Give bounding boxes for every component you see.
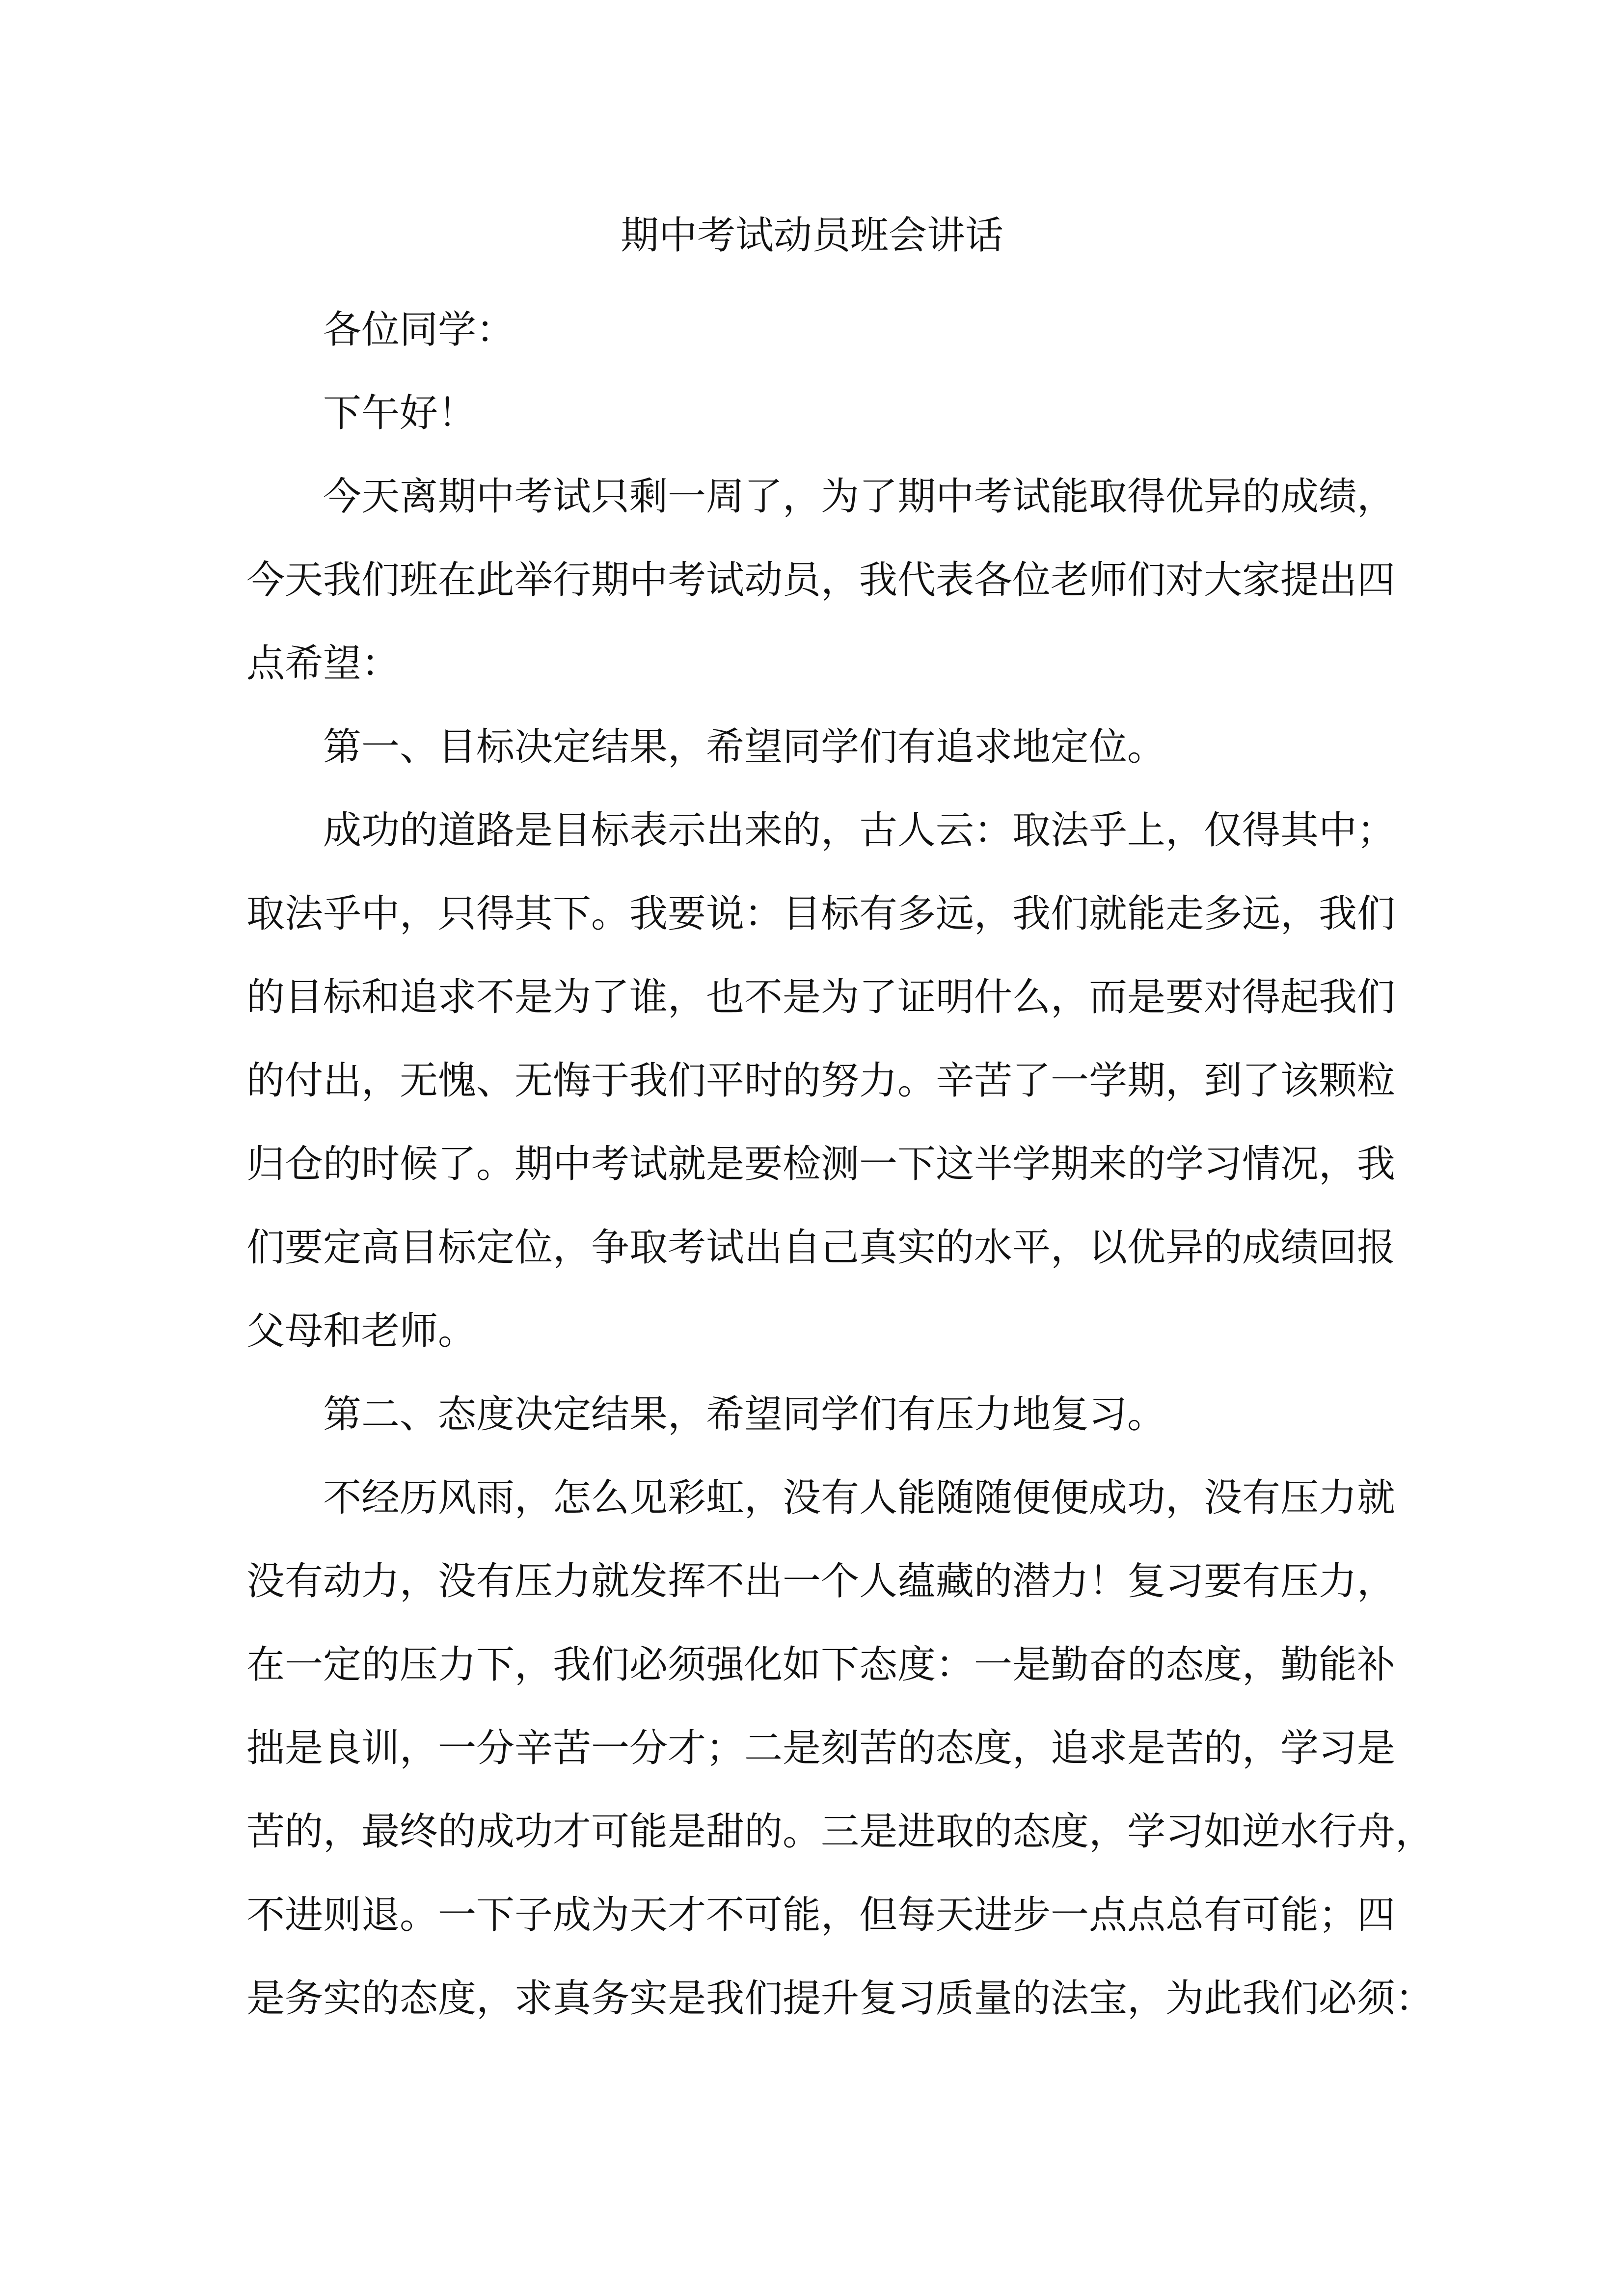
text-line: 成功的道路是目标表示出来的，古人云：取法乎上，仅得其中； <box>323 808 1396 853</box>
page-title: 期中考试动员班会讲话 <box>620 214 1003 258</box>
text-line: 没有动力，没有压力就发挥不出一个人蕴藏的潜力！复习要有压力， <box>246 1559 1396 1603</box>
text-line: 是务实的态度，求真务实是我们提升复习质量的法宝，为此我们必须： <box>246 1976 1434 2021</box>
text-line: 的目标和追求不是为了谁，也不是为了证明什么，而是要对得起我们 <box>246 975 1396 1019</box>
text-line: 苦的，最终的成功才可能是甜的。三是进取的态度，学习如逆水行舟， <box>246 1810 1434 1854</box>
text-line: 归仓的时候了。期中考试就是要检测一下这半学期来的学习情况，我 <box>246 1142 1396 1186</box>
text-line: 在一定的压力下，我们必须强化如下态度：一是勤奋的态度，勤能补 <box>246 1643 1396 1687</box>
text-line: 不经历风雨，怎么见彩虹，没有人能随随便便成功，没有压力就 <box>323 1476 1396 1520</box>
text-line: 不进则退。一下子成为天才不可能，但每天进步一点点总有可能；四 <box>246 1893 1396 1937</box>
text-line: 第二、态度决定结果，希望同学们有压力地复习。 <box>323 1392 1166 1437</box>
text-line: 拙是良训，一分辛苦一分才；二是刻苦的态度，追求是苦的，学习是 <box>246 1726 1396 1770</box>
text-line: 第一、目标决定结果，希望同学们有追求地定位。 <box>323 725 1166 769</box>
text-line: 下午好！ <box>323 391 477 435</box>
text-line: 的付出，无愧、无悔于我们平时的努力。辛苦了一学期，到了该颗粒 <box>246 1059 1396 1103</box>
text-line: 父母和老师。 <box>246 1309 477 1353</box>
text-line: 取法乎中，只得其下。我要说：目标有多远，我们就能走多远，我们 <box>246 892 1396 936</box>
text-line: 今天离期中考试只剩一周了，为了期中考试能取得优异的成绩， <box>323 475 1396 519</box>
text-line: 各位同学： <box>323 308 515 352</box>
text-line: 们要定高目标定位，争取考试出自己真实的水平，以优异的成绩回报 <box>246 1226 1396 1270</box>
text-line: 今天我们班在此举行期中考试动员，我代表各位老师们对大家提出四 <box>246 558 1396 602</box>
text-line: 点希望： <box>246 641 400 686</box>
